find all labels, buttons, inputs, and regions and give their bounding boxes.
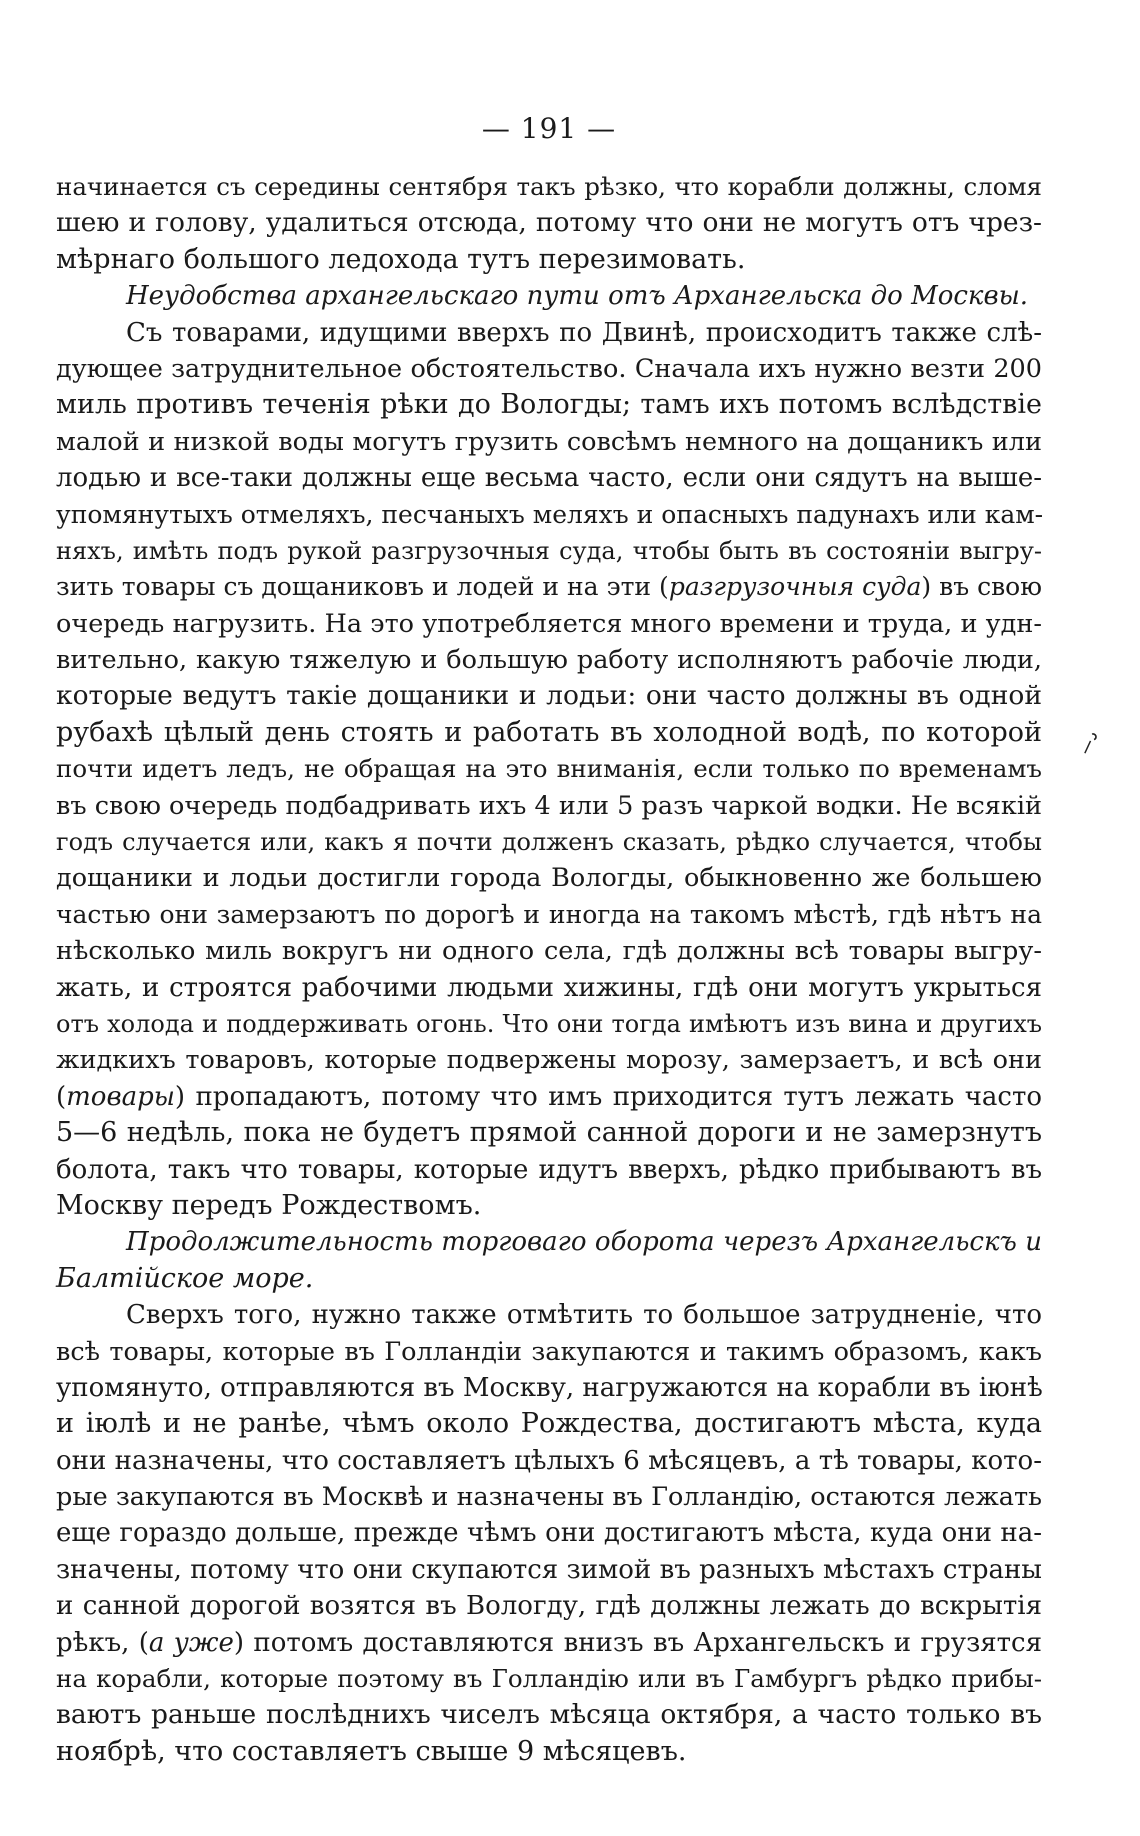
text-run: (	[56, 1081, 67, 1112]
paragraph-2	[56, 1297, 1042, 1770]
text-line: они назначены, что составляетъ цѣлыхъ 6 мѣсяцевъ, а тѣ товары, кото-	[56, 1445, 1042, 1476]
text-line: и іюлѣ и не ранѣе, чѣмъ около Рождества, достигаютъ мѣста, куда	[56, 1408, 1042, 1440]
text-line: вительно, какую тяжелую и большую работу исполняютъ рабочіе люди,	[56, 645, 1042, 676]
section-heading-2	[56, 1224, 1042, 1297]
page-number: — 191 —	[481, 112, 617, 145]
paragraph-1	[56, 315, 1042, 1225]
text-line: на корабли, которые поэтому въ Голландію или въ Гамбургъ рѣдко прибы-	[56, 1664, 1042, 1694]
text-line: дующее затруднительное обстоятельство. Сначала ихъ нужно везти 200	[56, 353, 1042, 384]
italic-run: разгрузочныя суда	[668, 572, 922, 602]
text-run: зить товары съ дощаниковъ и лодей и на эти (	[56, 572, 669, 602]
section-heading-1: Неудобства архангельскаго пути отъ Архангельска до Москвы.	[126, 281, 1029, 312]
text-line: которые ведутъ такіе дощаники и лодьи: они часто должны въ одной	[56, 680, 1042, 712]
text-line: еще гораздо дольше, прежде чѣмъ они достигаютъ мѣста, куда они на-	[56, 1518, 1042, 1549]
text-line: мѣрнаго большого ледохода тутъ перезимовать.	[56, 243, 746, 275]
margin-mark-icon: ⸝˒	[1073, 720, 1106, 759]
text-run: ) пропадаютъ, потому что имъ приходится тутъ лежать часто	[174, 1081, 1042, 1112]
text-line: очередь нагрузить. На это употребляется много времени и труда, и удн-	[56, 608, 1042, 639]
paragraph-continuation	[56, 169, 1042, 278]
italic-run: а уже	[148, 1627, 234, 1658]
text-run: ) въ свою	[921, 572, 1042, 602]
text-run: рѣкъ, (	[56, 1627, 149, 1658]
text-line: отъ холода и поддерживать огонь. Что они тогда имѣютъ изъ вина и другихъ	[56, 1009, 1042, 1038]
text-line: шею и голову, удалиться отсюда, потому что они не могутъ отъ чрез-	[56, 207, 1042, 239]
text-line: рубахѣ цѣлый день стоять и работать въ холодной водѣ, по которой	[56, 716, 1042, 748]
text-line: упомянуто, отправляются въ Москву, нагружаются на корабли въ іюнѣ	[56, 1372, 1043, 1403]
text-line: дощаники и лодьи достигли города Вологды, обыкновенно же большею	[56, 863, 1042, 894]
text-line: годъ случается или, какъ я почти долженъ сказать, рѣдко случается, чтобы	[56, 828, 1042, 857]
text-line: ноябрѣ, что составляетъ свыше 9 мѣсяцевъ.	[56, 1735, 687, 1767]
text-line: Сверхъ того, нужно также отмѣтить то большое затрудненіе, что	[126, 1300, 1042, 1331]
text-line: лодью и все-таки должны еще весьма часто, если они сядутъ на выше-	[56, 463, 1042, 494]
text-line: нѣсколько миль вокругъ ни одного села, гдѣ должны всѣ товары выгру-	[56, 936, 1042, 967]
text-line	[56, 1079, 1042, 1115]
text-line: начинается съ середины сентября такъ рѣзко, что корабли должны, сломя	[56, 172, 1042, 201]
text-line: въ свою очередь подбадривать ихъ 4 или 5 разъ чаркой водки. Не всякій	[56, 790, 1042, 821]
text-line: жидкихъ товаровъ, которые подвержены морозу, замерзаетъ, и всѣ они	[56, 1045, 1042, 1076]
text-line: Москву передъ Рождествомъ.	[56, 1189, 482, 1221]
text-line: Съ товарами, идущими вверхъ по Двинѣ, происходитъ также слѣ-	[126, 317, 1042, 348]
text-line: жать, и строятся рабочими людьми хижины, гдѣ они могутъ укрыться	[56, 972, 1042, 1003]
heading-line: Продолжительность торговаго оборота черезъ Архангельскъ и	[126, 1227, 1042, 1258]
text-line: и санной дорогой возятся въ Вологду, гдѣ должны лежать до вскрытія	[56, 1591, 1042, 1622]
text-run: ) потомъ доставляются внизъ въ Архангельскъ и грузятся	[233, 1627, 1043, 1658]
text-line: 5—6 недѣль, пока не будетъ прямой санной дороги и не замерзнутъ	[56, 1117, 1042, 1149]
text-line: ваютъ раньше послѣднихъ чиселъ мѣсяца октября, а часто только въ	[56, 1699, 1042, 1731]
text-line: почти идетъ ледъ, не обращая на это вниманія, если только по временамъ	[56, 754, 1042, 784]
text-line	[56, 569, 1042, 605]
heading-line: Балтійское море.	[56, 1262, 314, 1294]
text-line: малой и низкой воды могутъ грузить совсѣмъ немного на дощаникъ или	[56, 426, 1042, 457]
text-line: упомянутыхъ отмеляхъ, песчаныхъ меляхъ и опасныхъ падунахъ или кам-	[56, 499, 1044, 529]
text-line: всѣ товары, которые въ Голландіи закупаются и такимъ образомъ, какъ	[56, 1336, 1042, 1367]
text-line	[56, 1625, 1042, 1661]
text-line: болота, такъ что товары, которые идутъ вверхъ, рѣдко прибываютъ въ	[56, 1154, 1042, 1185]
italic-run: товары	[66, 1081, 175, 1112]
text-line: частью они замерзаютъ по дорогѣ и иногда на такомъ мѣстѣ, гдѣ нѣтъ на	[56, 899, 1042, 929]
text-line: няхъ, имѣть подъ рукой разгрузочныя суда, чтобы быть въ состояніи выгру-	[56, 536, 1042, 565]
text-line: рые закупаются въ Москвѣ и назначены въ Голландію, остаются лежать	[56, 1482, 1042, 1513]
text-line: значены, потому что они скупаются зимой въ разныхъ мѣстахъ страны	[56, 1554, 1042, 1585]
page	[56, 112, 1042, 1770]
text-line: миль противъ теченія рѣки до Вологды; тамъ ихъ потомъ вслѣдствіе	[56, 389, 1042, 421]
